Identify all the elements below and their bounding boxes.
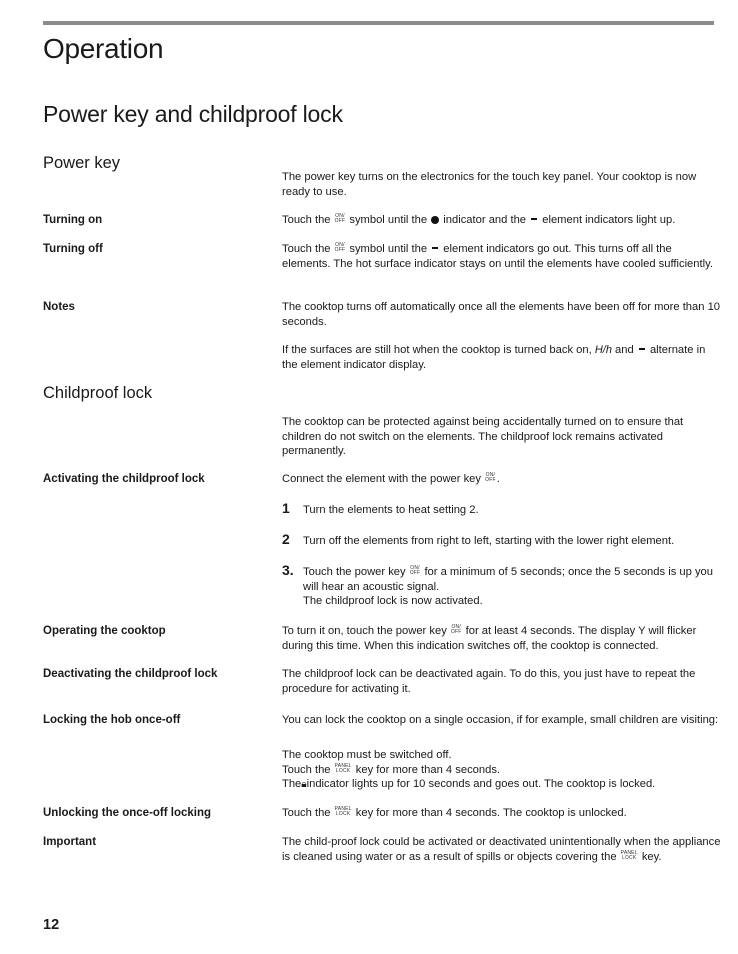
operating-label: Operating the cooktop <box>43 625 166 637</box>
on-off-symbol-icon: ON/ OFF <box>334 213 346 224</box>
on-off-symbol-icon: ON/ OFF <box>409 565 421 576</box>
element-dash-icon <box>639 348 645 350</box>
important-text: The child-proof lock could be activated or deactivated unintentionally when the appliance is cleaned using water or as a result of spills or objects covering the PANEL LOCK key. <box>282 836 721 863</box>
childproof-heading: Childproof lock <box>43 384 153 402</box>
element-dash-icon <box>531 218 537 220</box>
panel-lock-symbol-icon: PANEL LOCK <box>334 806 352 817</box>
page-title: Operation <box>43 33 164 64</box>
turning-on-label: Turning on <box>43 214 103 226</box>
childproof-intro: The cooktop can be protected against being accidentally turned on to ensure that children do not switch on the elements. The childproof lock remains activated permanently. <box>282 416 684 458</box>
top-rule <box>43 21 714 25</box>
turning-off-text: Touch the ON/ OFF symbol until the element indicators go out. This turns off all the elements. The hot surface indicator stays on until the elements have cooled sufficiently. <box>282 242 713 270</box>
locking-once-steps: The cooktop must be switched off. Touch the PANEL LOCK key for more than 4 seconds. The🔒︎indicator lights up for 10 seconds and goes out. The cooktop is locked. <box>282 748 722 793</box>
hot-indicator-glyph: H/h <box>594 344 612 356</box>
turning-off-label: Turning off <box>43 243 103 255</box>
activating-label: Activating the childproof lock <box>43 473 205 485</box>
important-label: Important <box>43 836 97 848</box>
lock-icon: 🔒︎ <box>301 779 307 791</box>
locking-once-text: You can lock the cooktop on a single occasion, if for example, small children are visiting: <box>282 714 719 726</box>
locking-once-label: Locking the hob once-off <box>43 714 181 726</box>
unlocking-once-label: Unlocking the once-off locking <box>43 807 212 819</box>
section-title: Power key and childproof lock <box>43 101 343 127</box>
unlocking-once-text: Touch the PANEL LOCK key for more than 4 seconds. The cooktop is unlocked. <box>282 806 627 819</box>
operating-text: To turn it on, touch the power key ON/ OFF for at least 4 seconds. The display Y will flicker during this time. When this indication switches off, the cooktop is connected. <box>282 624 697 652</box>
notes-text-2: If the surfaces are still hot when the cooktop is turned back on, H/h and alternate in the element indicator display. <box>282 344 706 371</box>
notes-label: Notes <box>43 301 75 313</box>
panel-lock-symbol-icon: PANEL LOCK <box>334 762 352 774</box>
deactivating-text: The childproof lock can be deactivated again. To do this, you just have to repeat the procedure for activating it. <box>282 668 696 695</box>
on-off-symbol-icon: ON/ OFF <box>485 472 496 483</box>
element-dash-icon <box>432 247 438 249</box>
page-number: 12 <box>43 917 60 933</box>
deactivating-label: Deactivating the childproof lock <box>43 668 218 680</box>
indicator-dot-icon <box>431 216 439 224</box>
on-off-symbol-icon: ON/ OFF <box>450 624 462 635</box>
activating-text: Connect the element with the power key ON/ OFF . <box>282 472 500 485</box>
power-key-heading: Power key <box>43 154 121 172</box>
panel-lock-symbol-icon: PANEL LOCK <box>620 849 638 861</box>
turning-on-text: Touch the ON/ OFF symbol until the indicator and the element indicators light up. <box>282 213 676 226</box>
on-off-symbol-icon: ON/ OFF <box>334 242 346 253</box>
notes-text-1: The cooktop turns off automatically once all the elements have been off for more than 10 seconds. <box>282 301 721 328</box>
power-key-intro: The power key turns on the electronics for the touch key panel. Your cooktop is now ready to use. <box>282 171 697 198</box>
